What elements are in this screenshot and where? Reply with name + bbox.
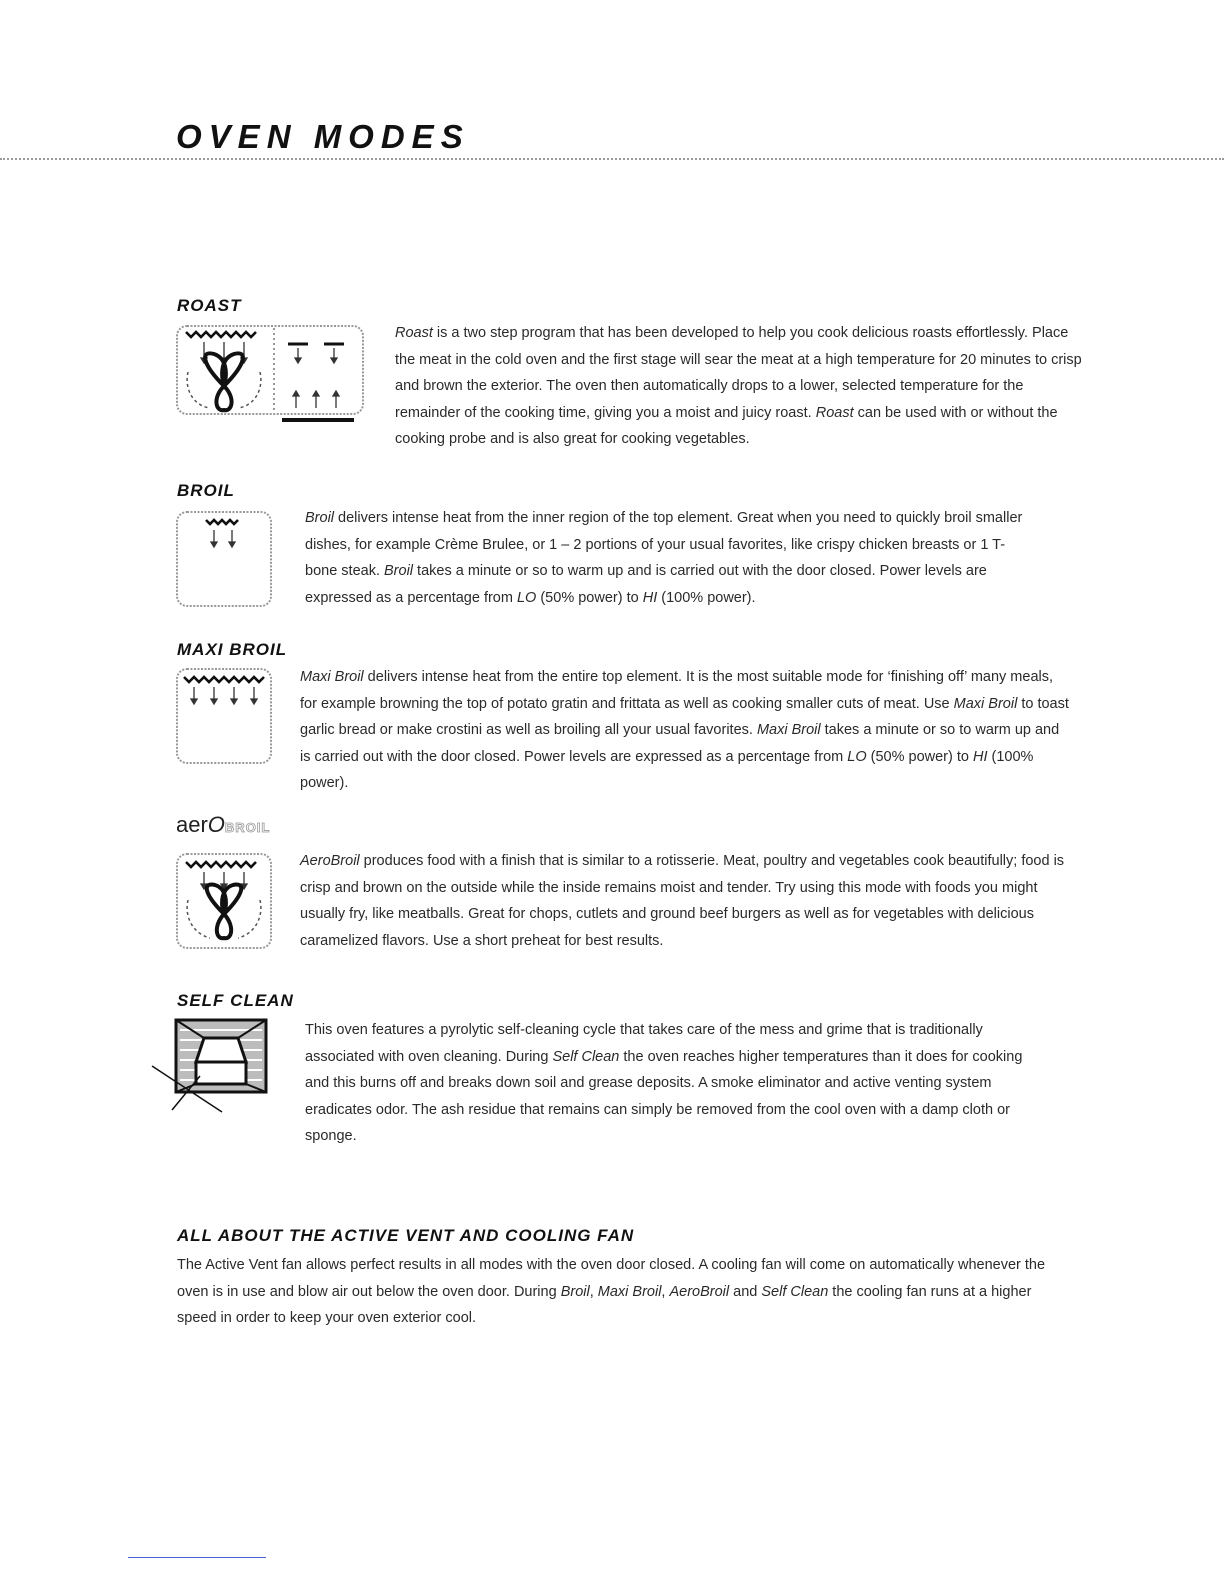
aero-broil-mode-icon	[174, 850, 276, 952]
broil-text-2: takes a minute or so to warm up and is carried out with the door closed. Power levels are expressed as a percentage from	[305, 563, 987, 606]
active-vent-text-1: The Active Vent fan allows perfect results in all modes with the oven door closed. A cooling fan will come on automatically whenever the oven is in use and blow air out below the oven door. During	[177, 1257, 1046, 1300]
maxi-broil-term: Maxi Broil	[953, 695, 1018, 712]
maxi-broil-term: Maxi Broil	[756, 722, 821, 738]
broil-term: Broil	[384, 563, 414, 579]
active-vent-sep: ,	[589, 1283, 598, 1300]
roast-description	[395, 320, 1085, 453]
maxi-broil-text-4: (50% power) to	[866, 748, 973, 765]
roast-mode-icon	[174, 320, 370, 428]
broil-term: Broil	[305, 510, 335, 526]
maxi-broil-term: Maxi Broil	[300, 669, 364, 685]
maxi-broil-text-3: takes a minute or so to warm up and is carried out with the door closed. Power levels are expressed as a percentage from	[300, 722, 1060, 765]
broil-hi: HI	[642, 589, 658, 606]
active-vent-term: AeroBroil	[669, 1283, 730, 1300]
broil-text-3: (50% power) to	[536, 589, 643, 606]
roast-text-1: is a two step program that has been developed to help you cook delicious roasts effortlessly. Place the meat in the cold oven and the first stage will sear the meat at a high temperature for 20 minutes to crisp and brown the exterior. The oven then automatically drops to a lower, selected temperature for the remainder of the cooking time, giving you a moist and juicy roast.	[395, 325, 1082, 421]
self-clean-term: Self Clean	[552, 1048, 620, 1065]
roast-text-2: can be used with or without the cooking probe and is also great for cooking vegetables.	[395, 404, 1058, 447]
broil-mode-icon	[174, 508, 276, 610]
aero-broil-text-1: produces food with a finish that is similar to a rotisserie. Meat, poultry and vegetables cook beautifully; food is crisp and brown on the outside while the inside remains moist and tender. Try using this mode with foods you might usually fry, like meatballs. Great for chops, cutlets and ground beef burgers as well as for vegetables with delicious caramelized flavors. Use a short preheat for best results.	[300, 853, 1065, 949]
aero-logo-suffix: BROIL	[224, 820, 271, 835]
self-clean-heading: SELF CLEAN	[177, 991, 294, 1010]
broil-text-4: (100% power).	[657, 589, 756, 606]
roast-heading: ROAST	[177, 296, 242, 315]
maxi-broil-text-5: (100% power).	[300, 748, 1034, 791]
roast-term: Roast	[815, 404, 854, 421]
self-clean-text-1: This oven features a pyrolytic self-cleaning cycle that takes care of the mess and grime that is traditionally associated with oven cleaning. During	[305, 1022, 983, 1065]
aero-broil-logo	[176, 812, 270, 840]
footer-divider	[128, 1557, 266, 1558]
maxi-broil-heading: MAXI BROIL	[177, 640, 288, 659]
roast-term: Roast	[395, 325, 433, 341]
active-vent-term: Broil	[560, 1283, 590, 1300]
maxi-broil-text-1: delivers intense heat from the entire top element. It is the most suitable mode for ‘finishing off’ many meals, for example browning the top of potato gratin and frittata as well as cooking smaller cuts of meat. Use	[300, 669, 1054, 712]
active-vent-term: Self Clean	[761, 1283, 829, 1300]
active-vent-description	[177, 1252, 1057, 1332]
maxi-broil-description	[300, 664, 1070, 797]
maxi-broil-hi: HI	[972, 748, 988, 765]
page-title: OVEN MODES	[176, 118, 470, 155]
active-vent-sep: ,	[661, 1283, 670, 1300]
broil-lo: LO	[516, 589, 537, 606]
aero-broil-description	[300, 848, 1070, 954]
self-clean-text-2: the oven reaches higher temperatures than it does for cooking and this burns off and breaks down soil and grease deposits. A smoke eliminator and active venting system eradicates odor. The ash residue that remains can simply be removed from the cool oven with a damp cloth or sponge.	[305, 1048, 1023, 1144]
maxi-broil-lo: LO	[847, 748, 867, 765]
aero-logo-word: aer	[176, 812, 208, 837]
active-vent-heading: ALL ABOUT THE ACTIVE VENT AND COOLING FAN	[177, 1226, 635, 1245]
maxi-broil-text-2: to toast garlic bread or make crostini as well as broiling all your usual favorites.	[300, 695, 1069, 738]
broil-description	[305, 505, 1035, 611]
maxi-broil-mode-icon	[174, 665, 276, 767]
active-vent-sep: and	[729, 1283, 762, 1300]
broil-text-1: delivers intense heat from the inner region of the top element. Great when you need to quickly broil smaller dishes, for example Crème Brulee, or 1 – 2 portions of your usual favorites, like crispy chicken breasts or 1 T-bone steak.	[305, 510, 1023, 579]
self-clean-mode-icon	[148, 1016, 278, 1116]
aero-broil-term: AeroBroil	[300, 853, 360, 869]
active-vent-term: Maxi Broil	[597, 1283, 662, 1300]
aero-logo-o: O	[207, 812, 225, 837]
title-divider	[0, 158, 1224, 160]
broil-heading: BROIL	[177, 481, 235, 500]
active-vent-text-2: the cooling fan runs at a higher speed in order to keep your oven exterior cool.	[177, 1283, 1032, 1326]
self-clean-description	[305, 1017, 1050, 1150]
